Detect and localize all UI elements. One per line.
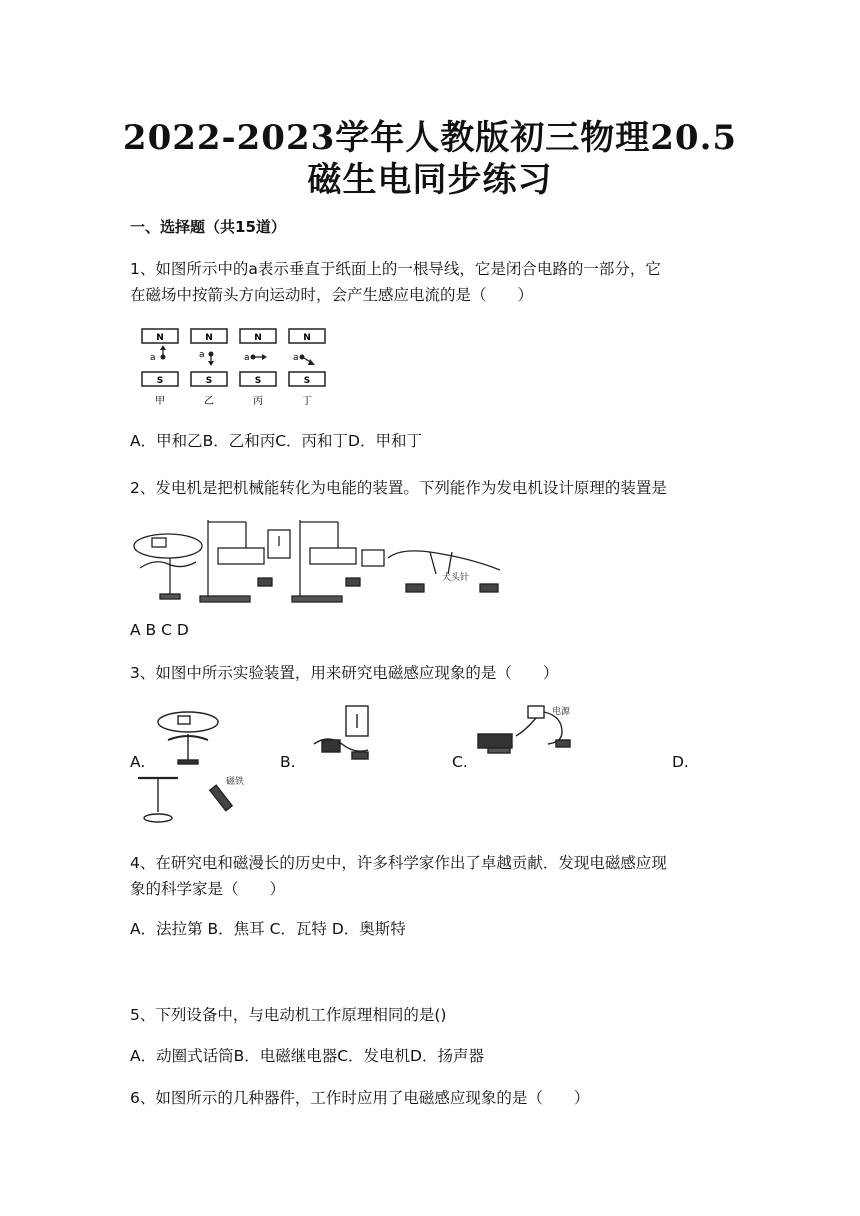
question-1-line2: 在磁场中按箭头方向运动时，会产生感应电流的是（ ） (130, 286, 534, 304)
question-5-line1: 5、下列设备中，与电动机工作原理相同的是() (130, 1006, 447, 1024)
magnet-diagram-ding (289, 329, 325, 407)
question-3-figure-d (130, 772, 246, 832)
magnet-diagram-yi (191, 329, 227, 407)
question-6-line1: 6、如图所示的几种器件，工作时应用了电磁感应现象的是（ ） (130, 1089, 590, 1107)
question-3-label-d: D. (672, 753, 689, 771)
wire-label: a (150, 353, 156, 363)
wire-label: a (293, 353, 299, 363)
question-5-options: A．动圈式话筒B．电磁继电器C．发电机D．扬声器 (130, 1047, 484, 1065)
magnet-text-label: 磁铁 (226, 777, 245, 787)
magnet-s-label: S (254, 376, 262, 386)
magnet-diagram-bing (240, 329, 276, 407)
question-3-label-b: B. (280, 753, 296, 771)
question-2-options: A B C D (130, 621, 189, 639)
section-heading: 一、选择题（共15道） (130, 218, 286, 236)
question-1-options: A．甲和乙B．乙和丙C．丙和丁D．甲和丁 (130, 432, 422, 450)
question-1-figure (140, 326, 340, 410)
question-3-figure-c (476, 700, 588, 762)
question-3-label-a: A. (130, 753, 146, 771)
wire-label: a (244, 353, 250, 363)
question-2-figure (130, 512, 510, 604)
figure-label-bing: 丙 (253, 396, 263, 407)
wire-label: a (199, 350, 205, 360)
power-source-label: 电源 (552, 707, 571, 717)
question-4-line2: 象的科学家是（ ） (130, 880, 286, 898)
magnet-n-label: N (205, 333, 213, 343)
magnet-s-label: S (303, 376, 311, 386)
figure-label-jia: 甲 (155, 396, 165, 407)
figure-label-yi: 乙 (204, 396, 214, 407)
question-3-figure-a (150, 704, 230, 768)
magnet-diagram-jia (142, 329, 178, 407)
question-4-options: A．法拉第 B．焦耳 C．瓦特 D．奥斯特 (130, 920, 406, 938)
question-3-label-c: C. (452, 753, 468, 771)
magnet-s-label: S (205, 376, 213, 386)
magnet-s-label: S (156, 376, 164, 386)
question-4-line1: 4、在研究电和磁漫长的历史中，许多科学家作出了卓越贡献．发现电磁感应现 (130, 854, 667, 872)
apparatus-c (292, 520, 384, 602)
question-3-line1: 3、如图中所示实验装置，用来研究电磁感应现象的是（ ） (130, 664, 559, 682)
magnet-n-label: N (156, 333, 164, 343)
magnet-n-label: N (303, 333, 311, 343)
figure-label-ding: 丁 (302, 396, 312, 407)
question-1-line1: 1、如图所示中的a表示垂直于纸面上的一根导线，它是闭合电路的一部分，它 (130, 260, 661, 278)
apparatus-b (200, 520, 290, 602)
question-3-figure-b (308, 704, 388, 768)
apparatus-a (134, 534, 202, 599)
document-title-line2: 磁生电同步练习 (307, 160, 553, 200)
question-2-line1: 2、发电机是把机械能转化为电能的装置。下列能作为发电机设计原理的装置是 (130, 479, 667, 497)
pin-label: 大头针 (442, 573, 470, 583)
magnet-n-label: N (254, 333, 262, 343)
document-title-line1: 2022-2023学年人教版初三物理20.5 (122, 118, 738, 158)
apparatus-d (388, 551, 500, 592)
